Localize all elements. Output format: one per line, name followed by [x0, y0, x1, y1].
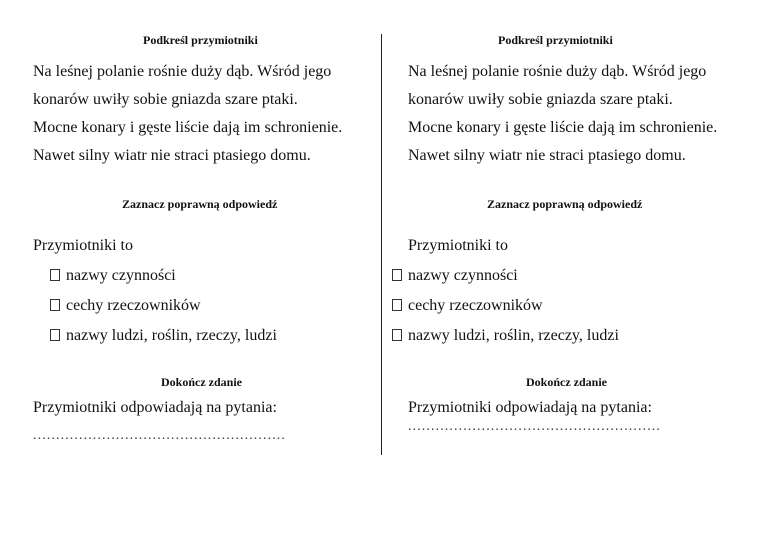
checkbox-icon[interactable] [392, 329, 402, 341]
checkbox-icon[interactable] [392, 269, 402, 281]
heading-choose-answer: Zaznacz poprawną odpowiedź [487, 197, 643, 211]
heading-complete-sentence: Dokończ zdanie [526, 375, 607, 389]
heading-underline-adjectives: Podkreśl przymiotniki [143, 33, 258, 47]
passage-line: Nawet silny wiatr nie straci ptasiego domu. [408, 147, 686, 164]
passage-line: Mocne konary i gęste liście dają im schronienie. [408, 119, 718, 136]
passage-line: Na leśnej polanie rośnie duży dąb. Wśród jego [408, 63, 707, 80]
checkbox-icon[interactable] [50, 299, 60, 311]
prompt-text: Przymiotniki odpowiadają na pytania: [408, 399, 652, 416]
passage-line: Nawet silny wiatr nie straci ptasiego domu. [33, 147, 311, 164]
heading-choose-answer: Zaznacz poprawną odpowiedź [122, 197, 278, 211]
answer-option[interactable] [50, 297, 201, 315]
answer-line[interactable]: ....................................................... [33, 428, 286, 443]
checkbox-icon[interactable] [50, 329, 60, 341]
answer-option[interactable] [392, 297, 543, 315]
passage-line: Na leśnej polanie rośnie duży dąb. Wśród jego [33, 63, 332, 80]
checkbox-icon[interactable] [50, 269, 60, 281]
worksheet-right [375, 0, 735, 470]
answer-option[interactable] [50, 327, 277, 345]
answer-option-label: nazwy ludzi, roślin, rzeczy, ludzi [66, 327, 277, 344]
answer-option-label: cechy rzeczowników [66, 297, 201, 314]
heading-complete-sentence: Dokończ zdanie [161, 375, 242, 389]
passage-line: konarów uwiły sobie gniazda szare ptaki. [408, 91, 673, 108]
answer-option[interactable] [392, 327, 619, 345]
answer-option-label: nazwy ludzi, roślin, rzeczy, ludzi [408, 327, 619, 344]
answer-option[interactable] [50, 267, 176, 285]
prompt-text: Przymiotniki odpowiadają na pytania: [33, 399, 277, 416]
question-text: Przymiotniki to [33, 237, 133, 254]
answer-option-label: nazwy czynności [408, 267, 518, 284]
answer-option-label: cechy rzeczowników [408, 297, 543, 314]
passage-line: Mocne konary i gęste liście dają im schronienie. [33, 119, 343, 136]
passage-line: konarów uwiły sobie gniazda szare ptaki. [33, 91, 298, 108]
heading-underline-adjectives: Podkreśl przymiotniki [498, 33, 613, 47]
answer-option[interactable] [392, 267, 518, 285]
question-text: Przymiotniki to [408, 237, 508, 254]
answer-option-label: nazwy czynności [66, 267, 176, 284]
checkbox-icon[interactable] [392, 299, 402, 311]
worksheet-left [0, 0, 360, 470]
answer-line[interactable]: ....................................................... [408, 419, 661, 434]
